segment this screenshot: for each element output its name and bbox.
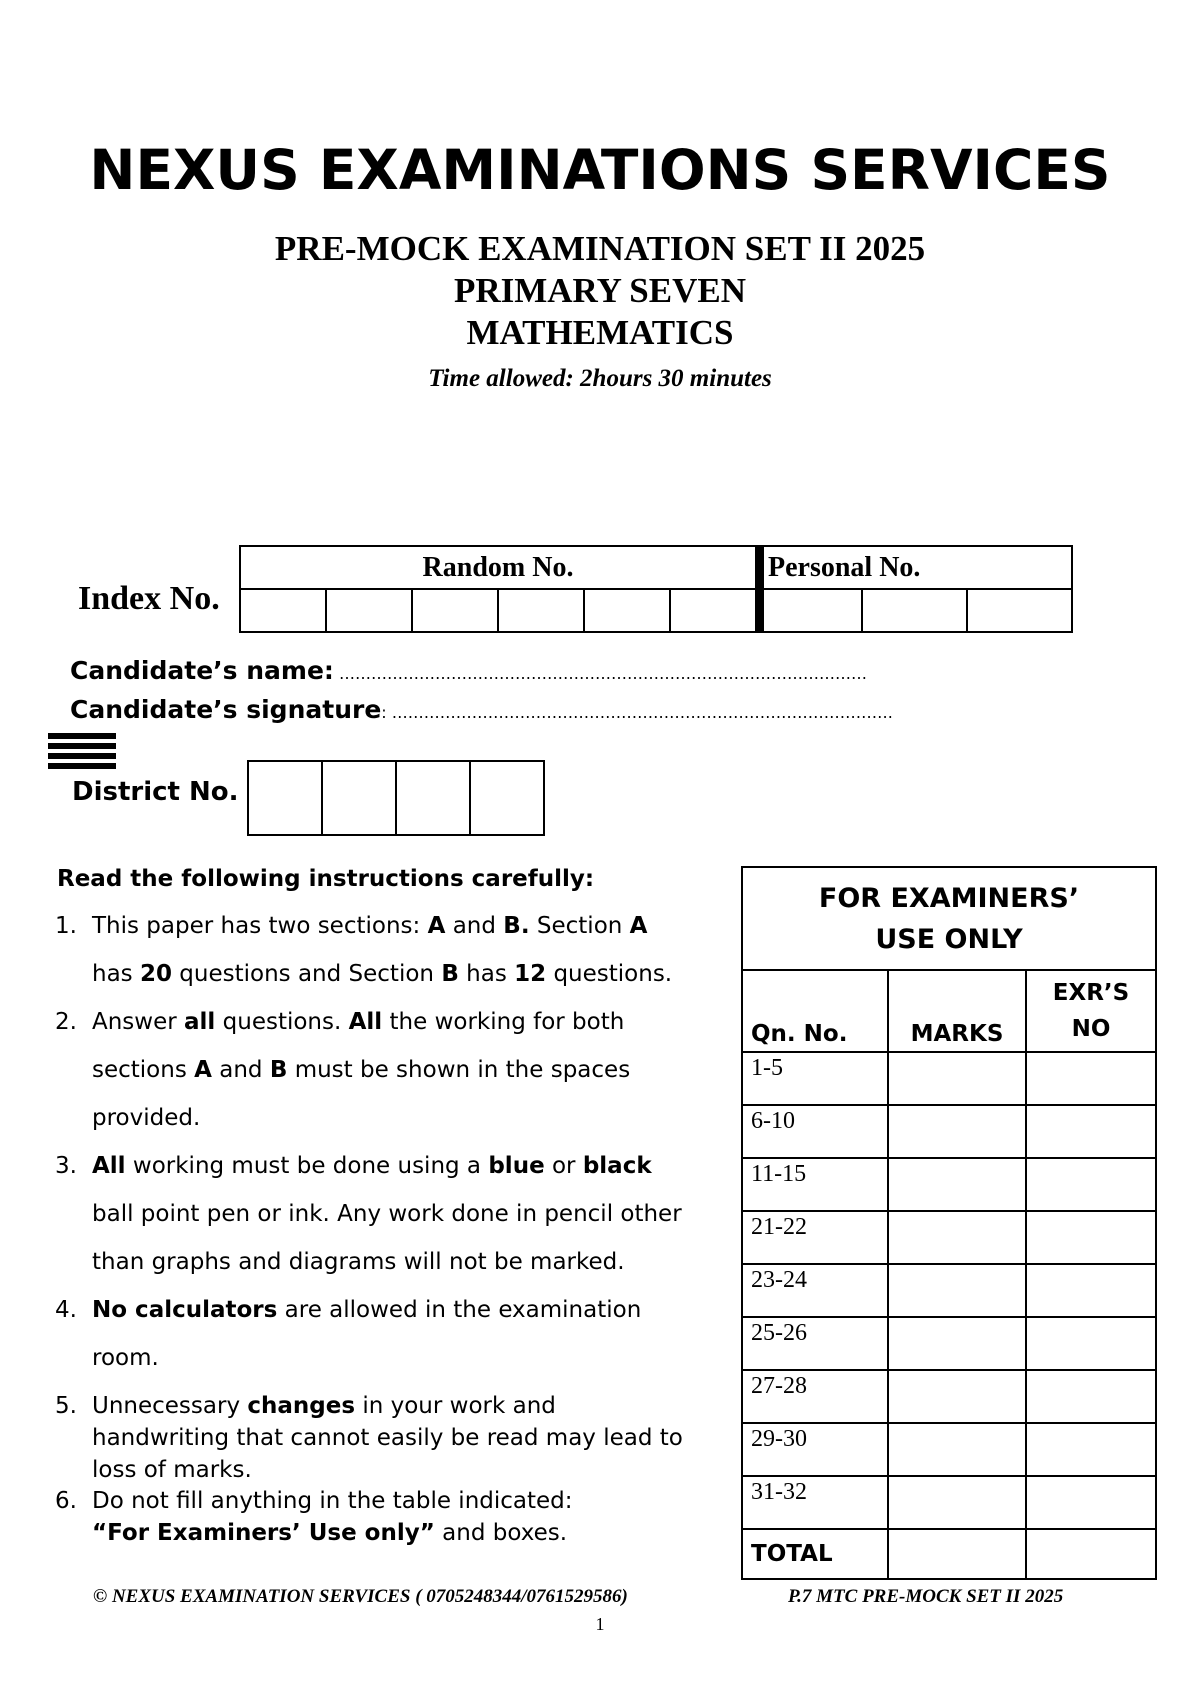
text: questions and Section [171,961,442,987]
total-exr-cell[interactable] [1026,1529,1156,1579]
subject-title: MATHEMATICS [466,313,734,352]
instruction-number: 2. [55,1009,77,1035]
random-no-box[interactable] [584,589,670,632]
exr-cell[interactable] [1026,1158,1156,1211]
text: or [544,1153,583,1179]
instruction-number: 6. [55,1488,77,1514]
marks-cell[interactable] [888,1211,1026,1264]
bar [48,753,116,759]
candidate-signature-dots: : …………………………………………………………………………………. [381,703,893,722]
table-row [742,1476,1156,1529]
text: working must be done using a [125,1153,489,1179]
text: Unnecessary [92,1393,248,1419]
text: are allowed in the examination [277,1297,642,1323]
text: All [92,1153,126,1179]
exr-cell[interactable] [1026,1264,1156,1317]
total-marks-cell[interactable] [888,1529,1026,1579]
text: FOR EXAMINERS’ [818,882,1080,914]
district-no-box[interactable] [396,761,470,835]
text: in your work and [355,1393,556,1419]
text: room. [92,1345,159,1371]
candidate-name-label: Candidate’s name: [70,656,334,685]
text: than graphs and diagrams will not be marked. [92,1249,625,1275]
examiners-table-title [742,867,1156,970]
text: A [629,913,648,939]
table-row [742,1211,1156,1264]
text: B [269,1057,288,1083]
class-level: PRIMARY SEVEN [453,271,747,310]
random-no-header: Random No. [240,546,760,589]
marks-cell[interactable] [888,1476,1026,1529]
text: black [582,1153,652,1179]
table-row [742,1423,1156,1476]
organization-title: NEXUS EXAMINATIONS SERVICES [89,138,1111,202]
text: 12 [514,961,547,987]
marks-cell[interactable] [888,1423,1026,1476]
text: questions. [546,961,673,987]
district-no-box[interactable] [322,761,396,835]
text: NO [1071,1016,1111,1042]
random-no-box[interactable] [412,589,498,632]
text: the working for both [382,1009,625,1035]
text: B [441,961,459,987]
page-number: 1 [595,1614,605,1634]
text: has [92,961,140,987]
marks-cell[interactable] [888,1052,1026,1105]
instruction-number: 4. [55,1297,77,1323]
text: EXR’S [1052,980,1130,1006]
text: and [211,1057,270,1083]
exr-cell[interactable] [1026,1105,1156,1158]
candidate-signature-label: Candidate’s signature [70,695,382,724]
total-label: TOTAL [742,1529,888,1579]
text: handwriting that cannot easily be read may lead to [92,1425,683,1451]
col-exr-no [1026,970,1156,1052]
text: and boxes. [434,1520,568,1546]
exr-cell[interactable] [1026,1370,1156,1423]
index-no-label: Index No. [78,580,220,617]
exr-cell[interactable] [1026,1423,1156,1476]
random-no-box[interactable] [498,589,584,632]
instructions-title: Read the following instructions carefully: [57,866,595,892]
random-no-box[interactable] [240,589,326,632]
text: “For Examiners’ Use only” [92,1520,435,1546]
instruction-number: 5. [55,1393,77,1419]
personal-no-box[interactable] [760,589,863,632]
marks-cell[interactable] [888,1317,1026,1370]
text: This paper has two sections: [92,913,428,939]
text: loss of marks. [92,1457,252,1483]
marks-cell[interactable] [888,1105,1026,1158]
text: must be shown in the spaces [287,1057,631,1083]
exam-title: PRE-MOCK EXAMINATION SET II 2025 [274,229,926,268]
exr-cell[interactable] [1026,1211,1156,1264]
personal-no-header: Personal No. [760,546,1073,589]
qn-range: 1-5 [742,1052,888,1105]
district-number-grid [247,760,545,836]
random-no-box[interactable] [670,589,760,632]
text: 20 [139,961,172,987]
text: B. [503,913,530,939]
text: changes [247,1393,356,1419]
personal-no-box[interactable] [862,589,967,632]
text: Do not fill anything in the table indicated: [92,1488,573,1514]
text: USE ONLY [875,923,1023,955]
text: Answer [92,1009,185,1035]
text: ball point pen or ink. Any work done in pencil other [92,1201,682,1227]
candidate-signature-field[interactable] [70,695,893,724]
col-marks: MARKS [888,970,1026,1052]
table-row [742,1317,1156,1370]
marks-cell[interactable] [888,1264,1026,1317]
bar [48,763,116,769]
qn-range: 31-32 [742,1476,888,1529]
qn-range: 21-22 [742,1211,888,1264]
col-qn-no: Qn. No. [742,970,888,1052]
district-no-box[interactable] [470,761,544,835]
time-allowed: Time allowed: 2hours 30 minutes [428,365,772,392]
qn-range: 23-24 [742,1264,888,1317]
footer-paper-code: P.7 MTC PRE-MOCK SET II 2025 [788,1586,1064,1607]
random-no-box[interactable] [326,589,412,632]
marks-cell[interactable] [888,1370,1026,1423]
qn-range: 11-15 [742,1158,888,1211]
index-number-grid [239,545,1073,633]
table-row [742,1052,1156,1105]
candidate-name-field[interactable] [70,656,867,685]
table-row-total [742,1529,1156,1579]
table-row [742,1105,1156,1158]
exr-cell[interactable] [1026,1052,1156,1105]
text: blue [488,1153,545,1179]
instruction-number: 3. [55,1153,77,1179]
qn-range: 29-30 [742,1423,888,1476]
candidate-name-dots: ……………………………………………………………………………………… [333,664,867,683]
marks-cell[interactable] [888,1158,1026,1211]
bar [48,743,116,749]
decorative-bars [48,733,116,773]
qn-range: 27-28 [742,1370,888,1423]
text: and [445,913,504,939]
text: questions. [215,1009,349,1035]
examiners-use-table [741,866,1157,1580]
text: has [458,961,515,987]
text: Section [529,913,630,939]
instruction-number: 1. [55,913,77,939]
text: A [194,1057,212,1083]
footer-copyright: © NEXUS EXAMINATION SERVICES ( 0705248344/0761529586) [93,1586,628,1607]
table-row [742,1370,1156,1423]
qn-range: 6-10 [742,1105,888,1158]
text: A [427,913,446,939]
text: provided. [92,1105,201,1131]
text: No calculators [92,1297,278,1323]
table-row [742,1264,1156,1317]
qn-range: 25-26 [742,1317,888,1370]
district-no-label: District No. [72,777,239,807]
text: All [348,1009,383,1035]
exr-cell[interactable] [1026,1476,1156,1529]
text: all [184,1009,216,1035]
exr-cell[interactable] [1026,1317,1156,1370]
district-no-box[interactable] [248,761,322,835]
table-row [742,1158,1156,1211]
bar [48,733,116,739]
personal-no-box[interactable] [967,589,1072,632]
text: sections [92,1057,195,1083]
